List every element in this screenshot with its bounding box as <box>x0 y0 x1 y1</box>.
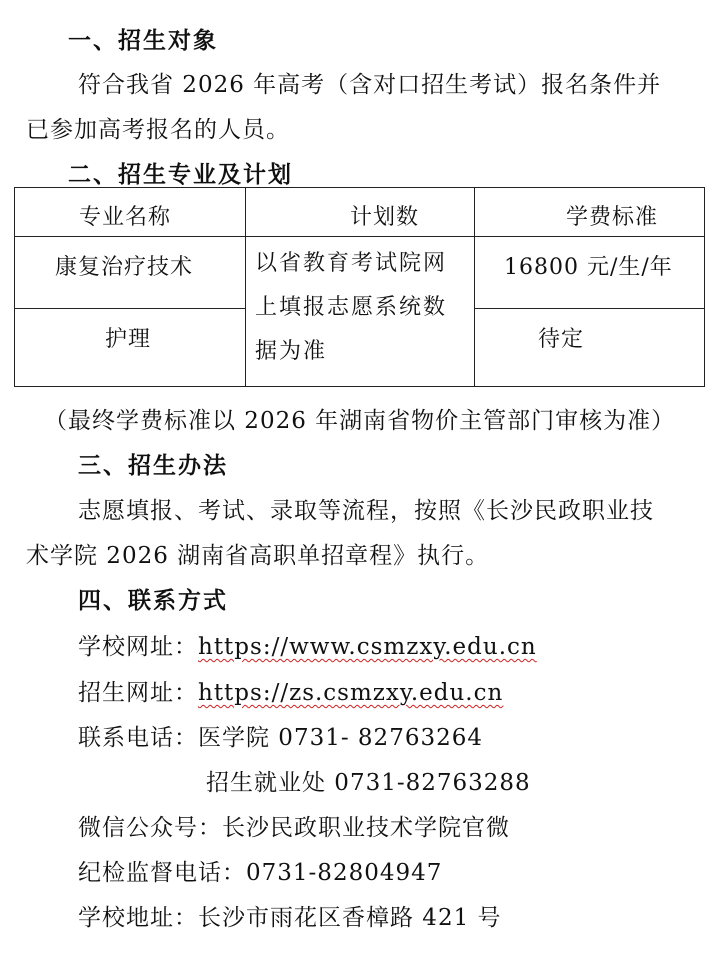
admission-website-row <box>78 674 503 707</box>
section3-paragraph-line1: 志愿填报、考试、录取等流程，按照《长沙民政职业技 <box>78 498 654 524</box>
admission-website-label: 招生网址： <box>78 680 198 706</box>
table-divider <box>474 308 704 309</box>
school-website-row <box>78 628 537 661</box>
table-divider <box>474 188 475 386</box>
admission-website-link[interactable]: https://zs.csmzxy.edu.cn <box>198 680 504 706</box>
contact-phone-row <box>78 719 483 752</box>
section1-paragraph-line2: 已参加高考报名的人员。 <box>26 117 290 143</box>
table-divider <box>245 188 246 386</box>
enrollment-plan-table <box>14 187 705 387</box>
contact-phone-label: 联系电话： <box>78 725 198 751</box>
table-header-plan: 计划数 <box>350 205 420 230</box>
supervision-phone: 纪检监督电话：0731-82804947 <box>78 860 443 886</box>
table-cell-major: 护理 <box>105 327 152 352</box>
school-address: 学校地址：长沙市雨花区香樟路 421 号 <box>78 905 502 931</box>
contact-phone-admission-office: 招生就业处 0731-82763288 <box>206 770 531 796</box>
table-header-tuition: 学费标准 <box>566 205 659 230</box>
wechat-account: 微信公众号：长沙民政职业技术学院官微 <box>78 815 510 841</box>
section2-heading: 二、招生专业及计划 <box>68 162 293 188</box>
school-website-label: 学校网址： <box>78 634 198 660</box>
tuition-note: （最终学费标准以 2026 年湖南省物价主管部门审核为准） <box>44 408 676 434</box>
table-divider <box>15 308 245 309</box>
table-header-major: 专业名称 <box>79 205 172 230</box>
section4-heading: 四、联系方式 <box>78 588 228 614</box>
table-cell-plan: 以省教育考试院网上填报志愿系统数据为准 <box>255 251 448 364</box>
contact-phone-medical: 医学院 0731- 82763264 <box>198 725 483 751</box>
table-cell-tuition: 待定 <box>538 327 585 352</box>
school-website-link[interactable]: https://www.csmzxy.edu.cn <box>198 634 537 660</box>
section1-heading: 一、招生对象 <box>68 28 218 54</box>
section1-paragraph-line1: 符合我省 2026 年高考（含对口招生考试）报名条件并 <box>78 72 662 98</box>
section3-heading: 三、招生办法 <box>78 453 228 479</box>
section3-paragraph-line2: 术学院 2026 湖南省高职单招章程》执行。 <box>26 543 490 569</box>
table-divider <box>15 236 704 237</box>
table-cell-major: 康复治疗技术 <box>55 255 194 280</box>
table-cell-tuition: 16800 元/生/年 <box>504 255 673 280</box>
